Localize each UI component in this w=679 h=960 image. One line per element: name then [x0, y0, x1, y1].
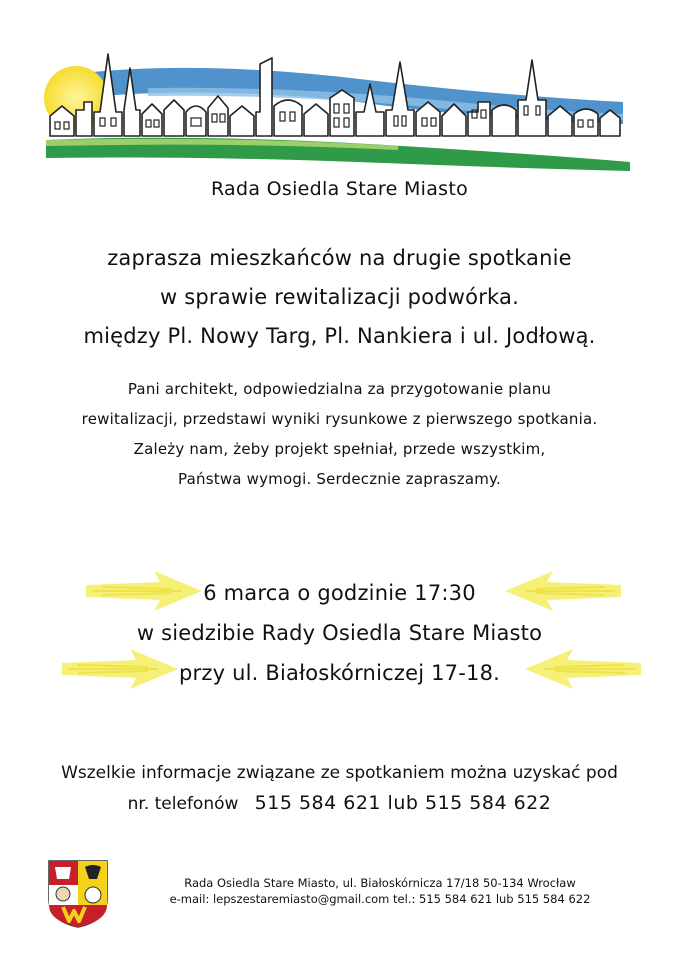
event-venue: w siedzibie Rady Osiedla Stare Miasto — [136, 621, 543, 645]
event-address: przy ul. Białoskórniczej 17-18. — [178, 661, 500, 685]
description-line-4: Państwa wymogi. Serdecznie zapraszamy. — [178, 470, 501, 488]
skyline-buildings — [50, 54, 620, 136]
invitation-line-1: zaprasza mieszkańców na drugie spotkanie — [107, 246, 572, 270]
footer-contact: e-mail: lepszestaremiasto@gmail.com tel.: 515 584 621 lub 515 584 622 — [169, 892, 591, 906]
invitation-line-3: między Pl. Nowy Targ, Pl. Nankiera i ul. Jodłową. — [83, 324, 596, 348]
organization-title: Rada Osiedla Stare Miasto — [210, 178, 469, 200]
phones-label: nr. telefonów — [127, 794, 239, 814]
description-line-3: Zależy nam, żeby projekt spełniał, przede wszystkim, — [133, 440, 546, 458]
city-skyline-banner — [38, 40, 638, 175]
contact-info-text: Wszelkie informacje związane ze spotkaniem można uzyskać pod — [61, 763, 618, 783]
footer-address: Rada Osiedla Stare Miasto, ul. Białoskórnicza 17/18 50-134 Wrocław — [184, 876, 576, 890]
invitation-line-2: w sprawie rewitalizacji podwórka. — [160, 285, 519, 309]
description-line-2: rewitalizacji, przedstawi wyniki rysunkowe z pierwszego spotkania. — [81, 410, 598, 428]
description-line-1: Pani architekt, odpowiedzialna za przygotowanie planu — [127, 380, 552, 398]
phone-numbers: 515 584 621 lub 515 584 622 — [254, 792, 552, 814]
contact-phones-line — [0, 792, 679, 814]
event-date-time: 6 marca o godzinie 17:30 — [203, 581, 476, 605]
